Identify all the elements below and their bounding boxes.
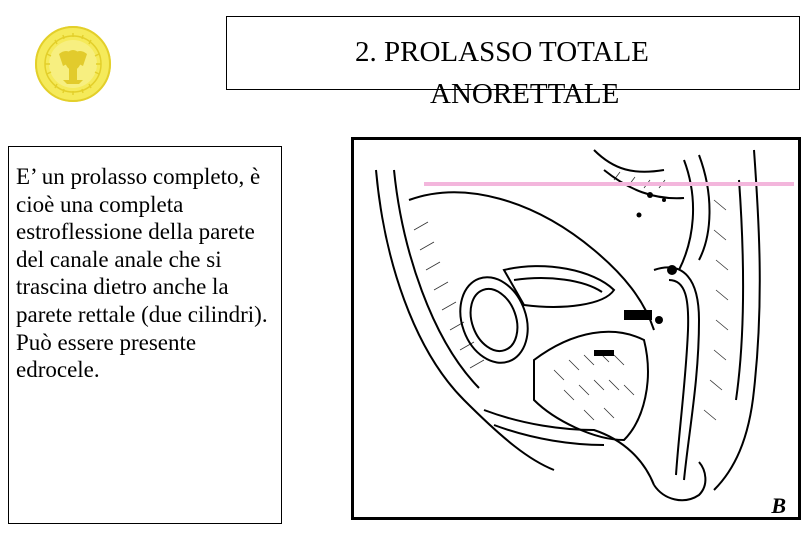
- description-text: E’ un prolasso completo, è cioè una completa estroflessione della parete del canale anale che si trascina dietro anche la parete rettale (due cilindri). Può essere presente edrocele.: [16, 164, 268, 383]
- figure-letter: B: [771, 493, 786, 518]
- anatomical-illustration: [351, 137, 801, 520]
- slide-title-line-2: ANORETTALE: [430, 78, 620, 110]
- description-box: [8, 146, 282, 524]
- slide-title-line-1: 2. PROLASSO TOTALE: [355, 36, 649, 68]
- university-seal-icon: [33, 24, 113, 104]
- pelvis-section-drawing: [354, 140, 798, 517]
